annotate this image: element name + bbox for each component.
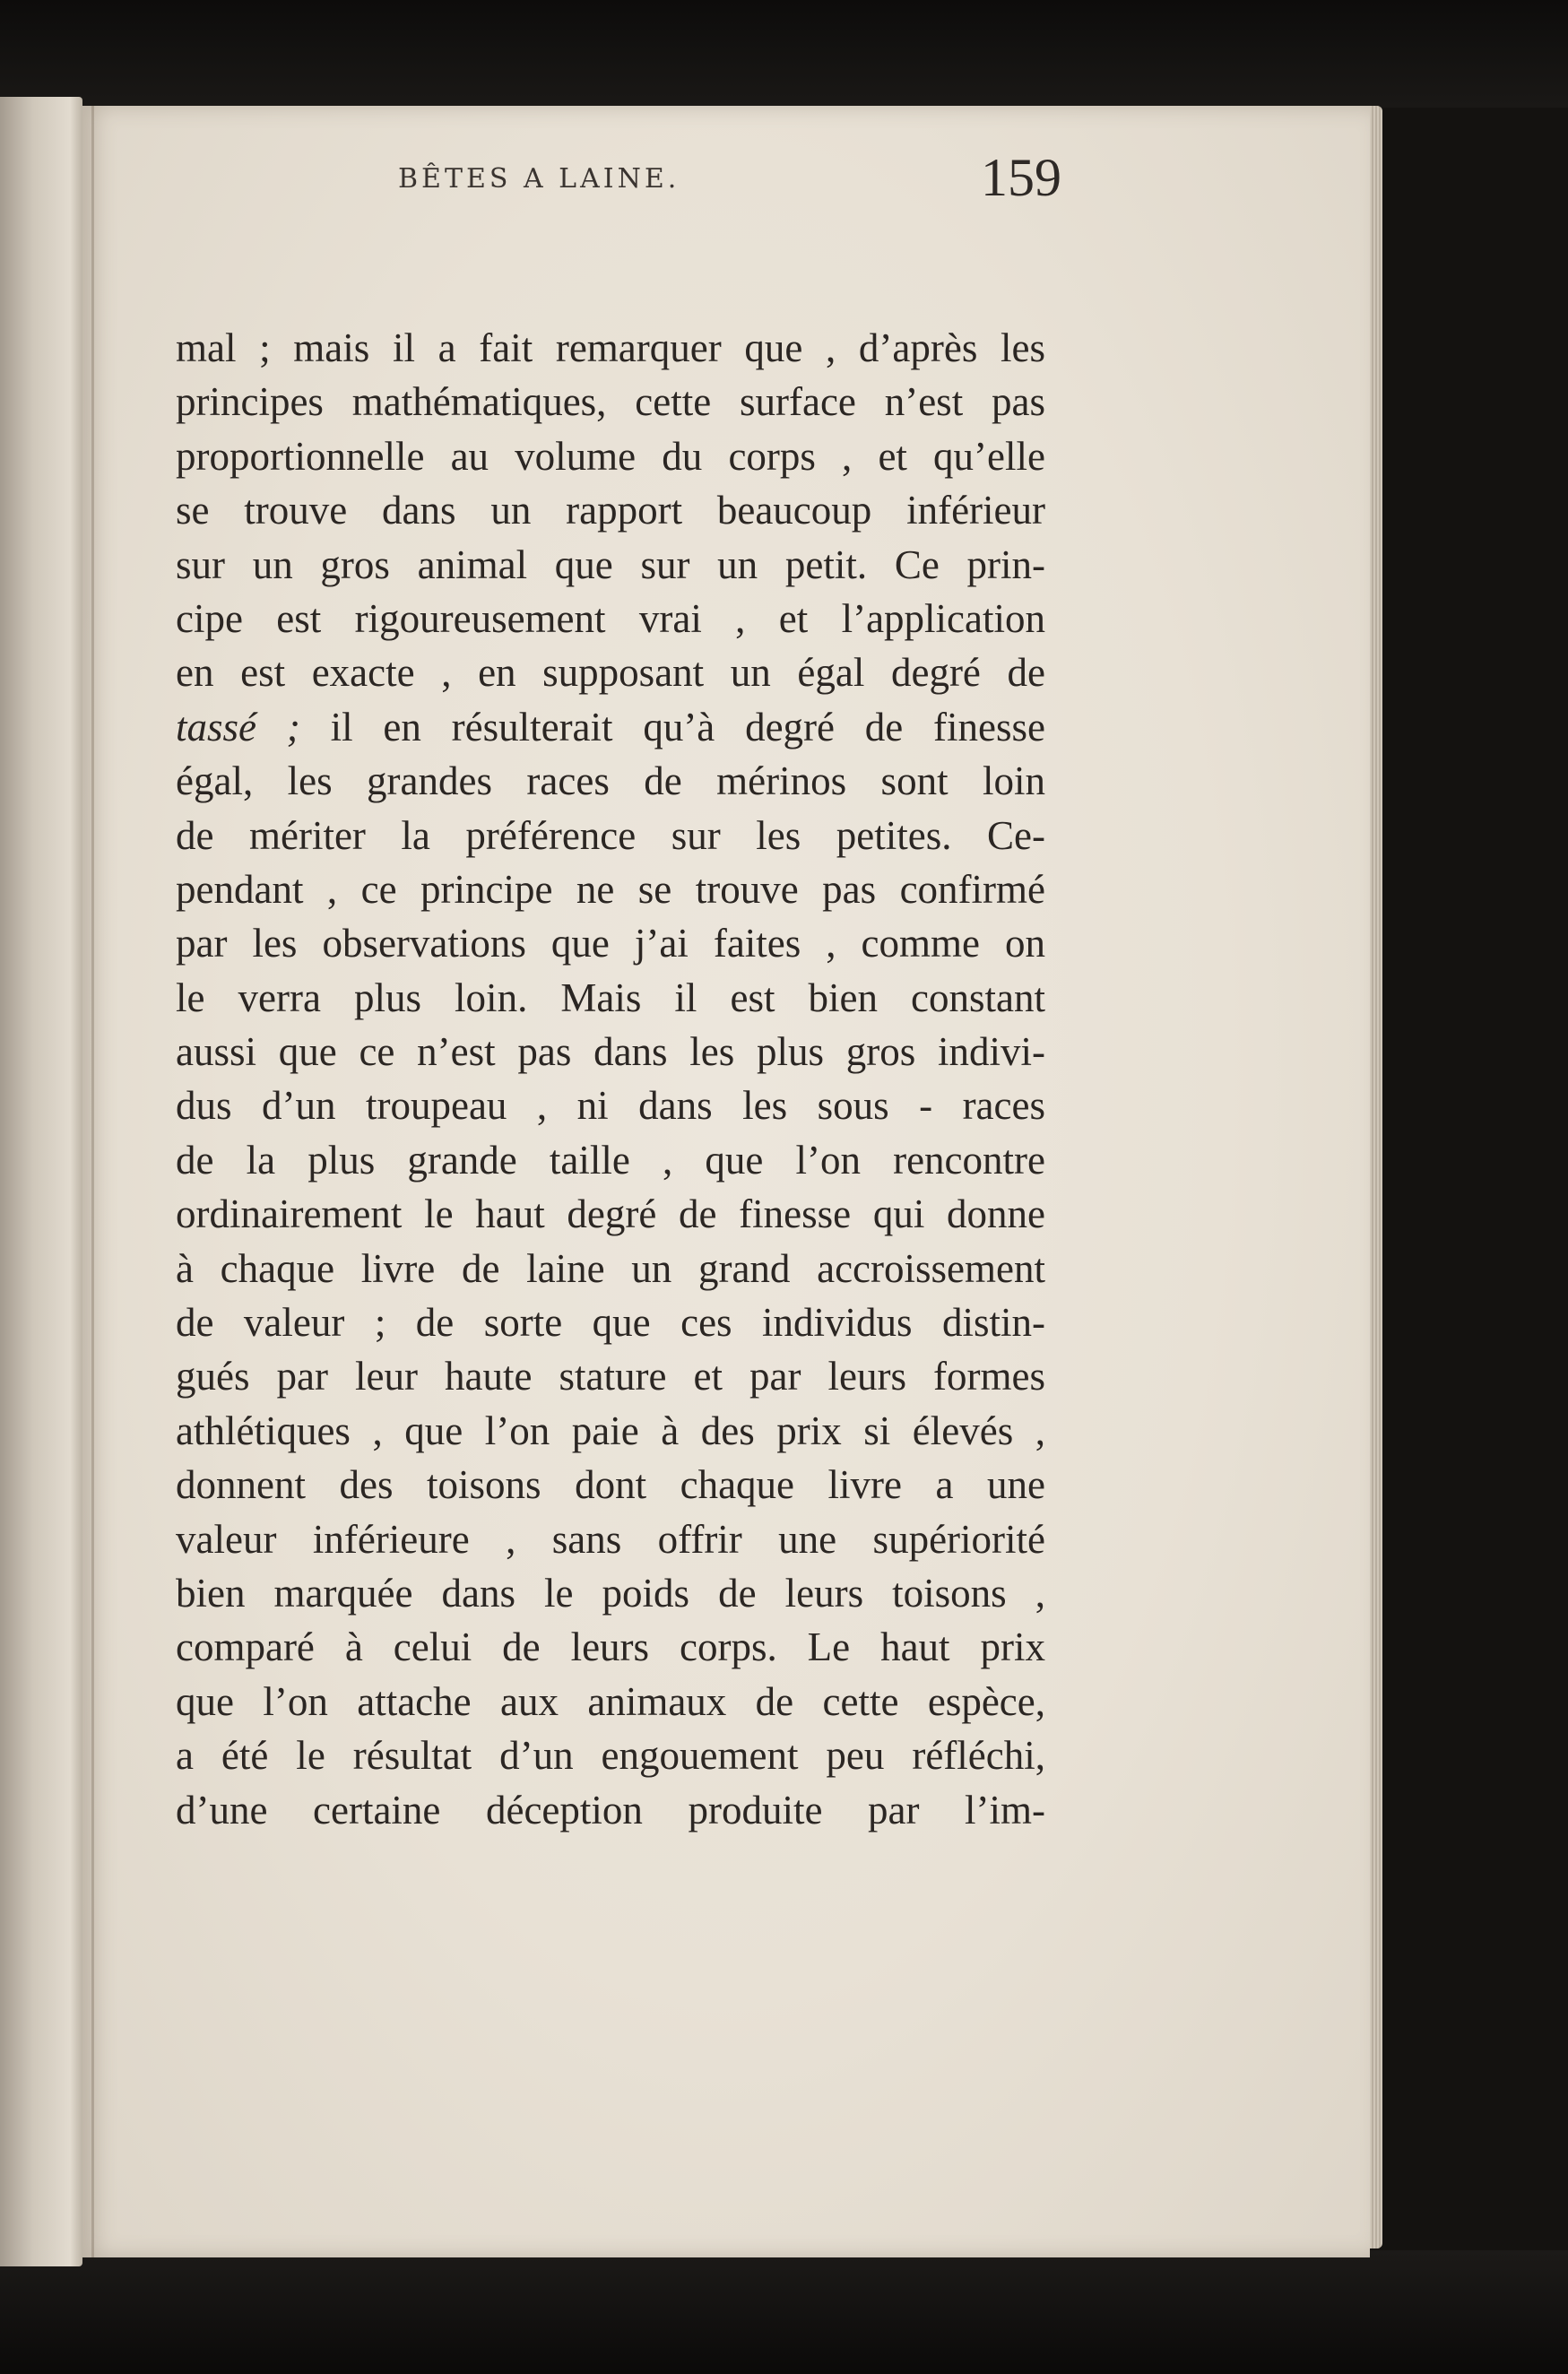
text-line: proportionnelle au volume du corps , et qu’elle	[176, 433, 1045, 479]
text-line: a été le résultat d’un engouement peu réfléchi,	[176, 1733, 1045, 1779]
text-line: principes mathématiques, cette surface n’est pas	[176, 379, 1045, 425]
italic-term: tassé ;	[176, 704, 300, 749]
text-line: le verra plus loin. Mais il est bien constant	[176, 975, 1045, 1020]
text-line: pendant , ce principe ne se trouve pas confirmé	[176, 866, 1045, 912]
text-line: comparé à celui de leurs corps. Le haut prix	[176, 1625, 1045, 1670]
text-line: ordinairement le haut degré de finesse qui donne	[176, 1191, 1045, 1237]
running-head: BÊTES A LAINE.	[398, 163, 680, 195]
text-line: sur un gros animal que sur un petit. Ce prin-	[176, 542, 1045, 587]
text-line: donnent des toisons dont chaque livre a une	[176, 1462, 1045, 1508]
text-line: se trouve dans un rapport beaucoup inférieur	[176, 488, 1045, 533]
text-line: gués par leur haute stature et par leurs formes	[176, 1354, 1045, 1399]
text-line: athlétiques , que l’on paie à des prix si élevés ,	[176, 1408, 1045, 1453]
text-line: de mériter la préférence sur les petites. Ce-	[176, 812, 1045, 858]
text-line: mal ; mais il a fait remarquer que , d’après les	[176, 325, 1045, 370]
text-line: tassé ; il en résulterait qu’à degré de finesse	[176, 704, 1046, 749]
background-bottom	[0, 2250, 1568, 2374]
text-line: cipe est rigoureusement vrai , et l’application	[176, 595, 1045, 641]
body-text	[176, 321, 1045, 1837]
text-line: par les observations que j’ai faites , comme on	[176, 921, 1045, 966]
text-line: dus d’un troupeau , ni dans les sous - races	[176, 1083, 1045, 1129]
text-line: valeur inférieure , sans offrir une supériorité	[176, 1516, 1045, 1562]
gutter	[91, 106, 94, 2257]
text-line: égal, les grandes races de mérinos sont loin	[176, 758, 1045, 804]
background-top	[0, 0, 1568, 108]
text-line: aussi que ce n’est pas dans les plus gros indivi-	[176, 1029, 1045, 1075]
page-number: 159	[981, 148, 1061, 207]
text-line: que l’on attache aux animaux de cette espèce,	[176, 1678, 1045, 1724]
text-line: bien marquée dans le poids de leurs toisons ,	[176, 1570, 1045, 1616]
text-line: à chaque livre de laine un grand accroissement	[176, 1245, 1045, 1291]
text-line: d’une certaine déception produite par l’im-	[176, 1787, 1045, 1832]
text-line: de la plus grande taille , que l’on rencontre	[176, 1137, 1045, 1183]
text-line: de valeur ; de sorte que ces individus distin-	[176, 1300, 1045, 1346]
text-line: en est exacte , en supposant un égal degré de	[176, 650, 1045, 696]
facing-page-edge	[0, 97, 82, 2266]
